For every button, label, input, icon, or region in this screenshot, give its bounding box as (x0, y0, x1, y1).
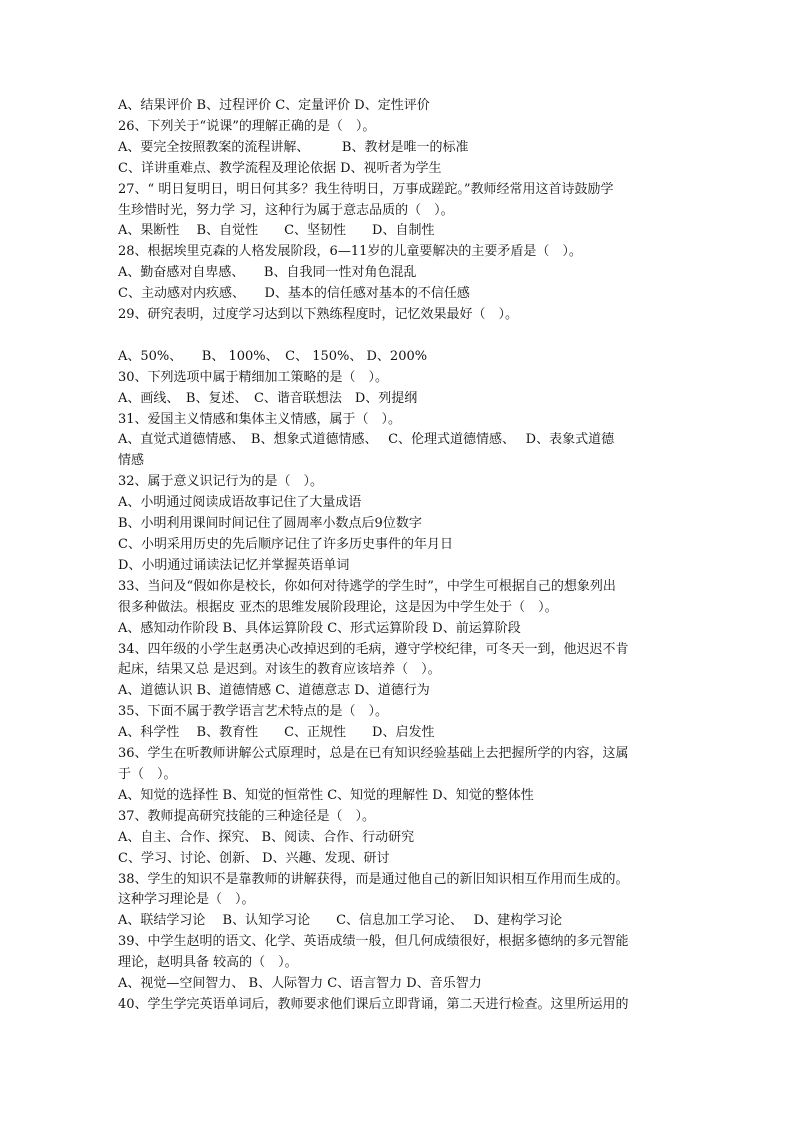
question-35: 35、下面不属于教学语言艺术特点的是（ ）。 (118, 704, 389, 720)
question-38: 38、学生的知识不是靠教师的讲解获得，而是通过他自己的新旧知识相互作用而生成的。 (118, 871, 629, 887)
text-line: A、科学性 B、教育性 C、正规性 D、启发性 (118, 725, 435, 741)
text-line: B、小明利用课间时间记住了圆周率小数点后9位数字 (118, 516, 422, 532)
text-line: A、果断性 B、自觉性 C、坚韧性 D、自制性 (118, 223, 435, 239)
text-line: A、小明通过阅读成语故事记住了大量成语 (118, 495, 362, 511)
text-line: D、小明通过诵读法记忆并掌握英语单词 (118, 557, 350, 573)
text-line: C、学习、讨论、创新、 D、兴趣、发现、研讨 (118, 850, 390, 866)
text-line: A、结果评价 B、过程评价 C、定量评价 D、定性评价 (118, 98, 430, 113)
question-33: 33、当问及“假如你是校长，你如何对待逃学的学生时”，中学生可根据自己的想象列出 (118, 578, 616, 594)
question-37: 37、教师提高研究技能的三种途径是（ ）。 (118, 808, 376, 824)
text-line: A、直觉式道德情感、 B、想象式道德情感、 C、伦理式道德情感、 D、表象式道德 (118, 432, 615, 448)
question-36: 36、学生在听教师讲解公式原理时，总是在已有知识经验基础上去把握所学的内容，这属 (118, 746, 629, 762)
text-line: C、主动感对内疚感、 D、基本的信任感对基本的不信任感 (118, 286, 470, 302)
question-40: 40、学生学完英语单词后，教师要求他们课后立即背诵，第二天进行检查。这里所运用的 (118, 996, 629, 1012)
text-line: 这种学习理论是（ ）。 (118, 892, 255, 908)
document-page (118, 96, 678, 1016)
question-31: 31、爱国主义情感和集体主义情感，属于（ ）。 (118, 411, 402, 427)
text-line: A、要完全按照教案的流程讲解、 B、教材是唯一的标准 (118, 139, 469, 155)
text-line: 很多种做法。根据皮 亚杰的思维发展阶段理论，这是因为中学生处于（ ）。 (118, 599, 558, 615)
text-line: 生珍惜时光，努力学 习，这种行为属于意志品质的（ ）。 (118, 202, 454, 218)
question-30: 30、下列选项中属于精细加工策略的是（ ）。 (118, 369, 389, 385)
text-line: A、道德认识 B、道德情感 C、道德意志 D、道德行为 (118, 683, 430, 699)
text-line: 于（ ）。 (118, 766, 177, 782)
text-line: C、详讲重难点、教学流程及理论依据 D、视听者为学生 (118, 160, 442, 176)
question-34: 34、四年级的小学生赵勇决心改掉迟到的毛病，遵守学校纪律，可冬天一到，他迟迟不肯 (118, 641, 629, 657)
question-28: 28、根据埃里克森的人格发展阶段，6—11岁的儿童要解决的主要矛盾是（ ）。 (118, 244, 582, 260)
question-39: 39、中学生赵明的语文、化学、英语成绩一般，但几何成绩很好，根据多德纳的多元智能 (118, 934, 629, 950)
blank-line (118, 326, 678, 347)
text-line: A、自主、合作、探究、 B、阅读、合作、行动研究 (118, 829, 415, 845)
text-line: A、视觉—空间智力、 B、人际智力 C、语言智力 D、音乐智力 (118, 976, 482, 992)
text-line: A、勤奋感对自卑感、 B、自我同一性对角色混乱 (118, 265, 417, 281)
text-line: A、画线、 B、复述、 C、谐音联想法 D、列提纲 (118, 390, 418, 406)
text-line: 情感 (118, 453, 145, 469)
question-32: 32、属于意义识记行为的是（ ）。 (118, 474, 324, 490)
text-line: 理论，赵明具备 较高的（ ）。 (118, 955, 298, 971)
text-line: A、知觉的选择性 B、知觉的恒常性 C、知觉的理解性 D、知觉的整体性 (118, 787, 534, 803)
text-line: A、联结学习论 B、认知学习论 C、信息加工学习论、 D、建构学习论 (118, 913, 563, 929)
text-line: A、感知动作阶段 B、具体运算阶段 C、形式运算阶段 D、前运算阶段 (118, 620, 521, 636)
question-29: 29、研究表明，过度学习达到以下熟练程度时，记忆效果最好（ ）。 (118, 307, 519, 323)
question-26: 26、下列关于“说课”的理解正确的是（ ）。 (118, 118, 376, 134)
text-line: C、小明采用历史的先后顺序记住了许多历史事件的年月日 (118, 537, 453, 553)
text-line: 起床，结果又总 是迟到。对该生的教育应该培养（ ）。 (118, 662, 441, 678)
text-line: A、50%、 B、 100%、 C、 150%、 D、200% (118, 348, 428, 364)
question-27: 27、“ 明日复明日，明日何其多？我生待明日，万事成蹉跎。”教师经常用这首诗鼓励学 (118, 181, 614, 197)
